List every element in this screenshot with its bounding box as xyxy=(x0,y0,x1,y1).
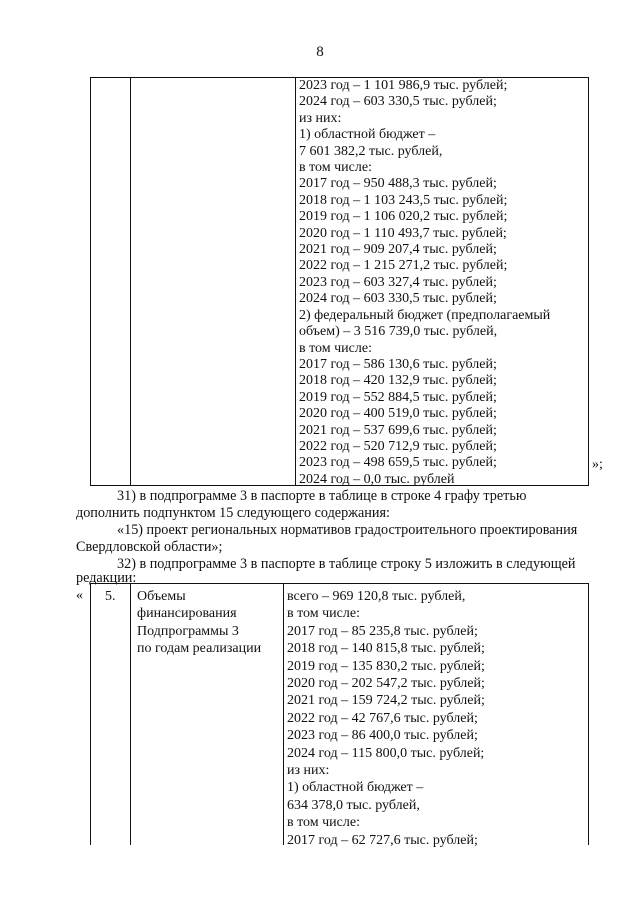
row-title-line: Объемы xyxy=(137,589,186,604)
cell-line: 2019 год – 552 884,5 тыс. рублей; xyxy=(299,389,497,405)
cell-line: из них: xyxy=(299,110,342,126)
cell-line: 1) областной бюджет – xyxy=(287,780,424,796)
paragraph-31-line2: дополнить подпунктом 15 следующего содержания: xyxy=(76,505,390,521)
cell-line: из них: xyxy=(287,763,330,779)
financing-amounts-cell xyxy=(287,588,485,849)
cell-line: 2023 год – 86 400,0 тыс. рублей; xyxy=(287,728,478,744)
page-number: 8 xyxy=(316,44,324,60)
column-divider xyxy=(295,78,296,485)
cell-line: 2019 год – 135 830,2 тыс. рублей; xyxy=(287,658,485,674)
cell-line: 2018 год – 140 815,8 тыс. рублей; xyxy=(287,641,485,657)
cell-line: 2023 год – 603 327,4 тыс. рублей; xyxy=(299,274,497,290)
column-divider xyxy=(130,584,131,845)
cell-line: 2022 год – 1 215 271,2 тыс. рублей; xyxy=(299,258,508,274)
cell-line: всего – 969 120,8 тыс. рублей, xyxy=(287,589,466,604)
cell-line: в том числе: xyxy=(287,815,360,831)
row-title-line: финансирования xyxy=(137,606,237,622)
cell-line: 2017 год – 950 488,3 тыс. рублей; xyxy=(299,176,497,192)
subitem-15-line2: Свердловской области»; xyxy=(76,539,223,555)
row-title-line: по годам реализации xyxy=(137,641,262,657)
cell-line: 2) федеральный бюджет (предполагаемый xyxy=(299,307,551,323)
cell-line: 2023 год – 498 659,5 тыс. рублей; xyxy=(299,455,497,471)
cell-line: в том числе: xyxy=(287,606,360,622)
row-number: 5. xyxy=(105,589,116,604)
cell-line: 2018 год – 1 103 243,5 тыс. рублей; xyxy=(299,192,508,208)
cell-line: 2022 год – 520 712,9 тыс. рублей; xyxy=(299,438,497,454)
cell-line: 2020 год – 400 519,0 тыс. рублей; xyxy=(299,406,497,422)
cell-line: 2017 год – 586 130,6 тыс. рублей; xyxy=(299,356,497,372)
financing-amounts-cell xyxy=(297,78,588,488)
cell-line: 634 378,0 тыс. рублей, xyxy=(287,797,420,813)
cell-line: 2019 год – 1 106 020,2 тыс. рублей; xyxy=(299,209,508,225)
cell-line: объем) – 3 516 739,0 тыс. рублей, xyxy=(299,324,498,340)
cell-line: 2021 год – 537 699,6 тыс. рублей; xyxy=(299,422,497,438)
cell-line: 2017 год – 62 727,6 тыс. рублей; xyxy=(287,832,478,848)
subprogram3-financing-table xyxy=(90,583,589,848)
cell-line: 2024 год – 115 800,0 тыс. рублей; xyxy=(287,745,485,761)
cell-line: в том числе: xyxy=(299,160,372,176)
cell-line: 2024 год – 0,0 тыс. рублей xyxy=(299,471,455,487)
row-title-cell xyxy=(137,588,261,658)
cell-line: 2021 год – 909 207,4 тыс. рублей; xyxy=(299,242,497,258)
column-divider xyxy=(130,78,131,485)
paragraph-31-line1: 31) в подпрограмме 3 в паспорте в таблице в строке 4 графу третью xyxy=(117,488,527,504)
paragraph-32-line2: редакции: xyxy=(76,570,137,586)
row-title-line: Подпрограммы 3 xyxy=(137,623,239,639)
subitem-15-line1: «15) проект региональных нормативов градостроительного проектирования xyxy=(117,522,578,538)
cell-line: 2024 год – 603 330,5 тыс. рублей; xyxy=(299,94,497,110)
cell-line: 2021 год – 159 724,2 тыс. рублей; xyxy=(287,693,485,709)
cell-line: 2017 год – 85 235,8 тыс. рублей; xyxy=(287,623,478,639)
cell-line: 7 601 382,2 тыс. рублей, xyxy=(299,143,443,159)
cell-line: 2018 год – 420 132,9 тыс. рублей; xyxy=(299,373,497,389)
cell-line: 2020 год – 1 110 493,7 тыс. рублей; xyxy=(299,225,507,241)
closing-quote-mark: »; xyxy=(592,457,603,472)
cell-line: 2022 год – 42 767,6 тыс. рублей; xyxy=(287,710,478,726)
cell-line: 2023 год – 1 101 986,9 тыс. рублей; xyxy=(299,78,508,93)
cell-line: 2020 год – 202 547,2 тыс. рублей; xyxy=(287,676,485,692)
column-divider xyxy=(283,584,284,845)
cell-line: в том числе: xyxy=(299,340,372,356)
paragraph-32-line1: 32) в подпрограмме 3 в паспорте в таблице строку 5 изложить в следующей xyxy=(117,556,576,572)
cell-line: 2024 год – 603 330,5 тыс. рублей; xyxy=(299,291,497,307)
opening-quote-mark: « xyxy=(76,588,83,603)
financing-table-continued xyxy=(90,77,589,486)
cell-line: 1) областной бюджет – xyxy=(299,127,436,143)
